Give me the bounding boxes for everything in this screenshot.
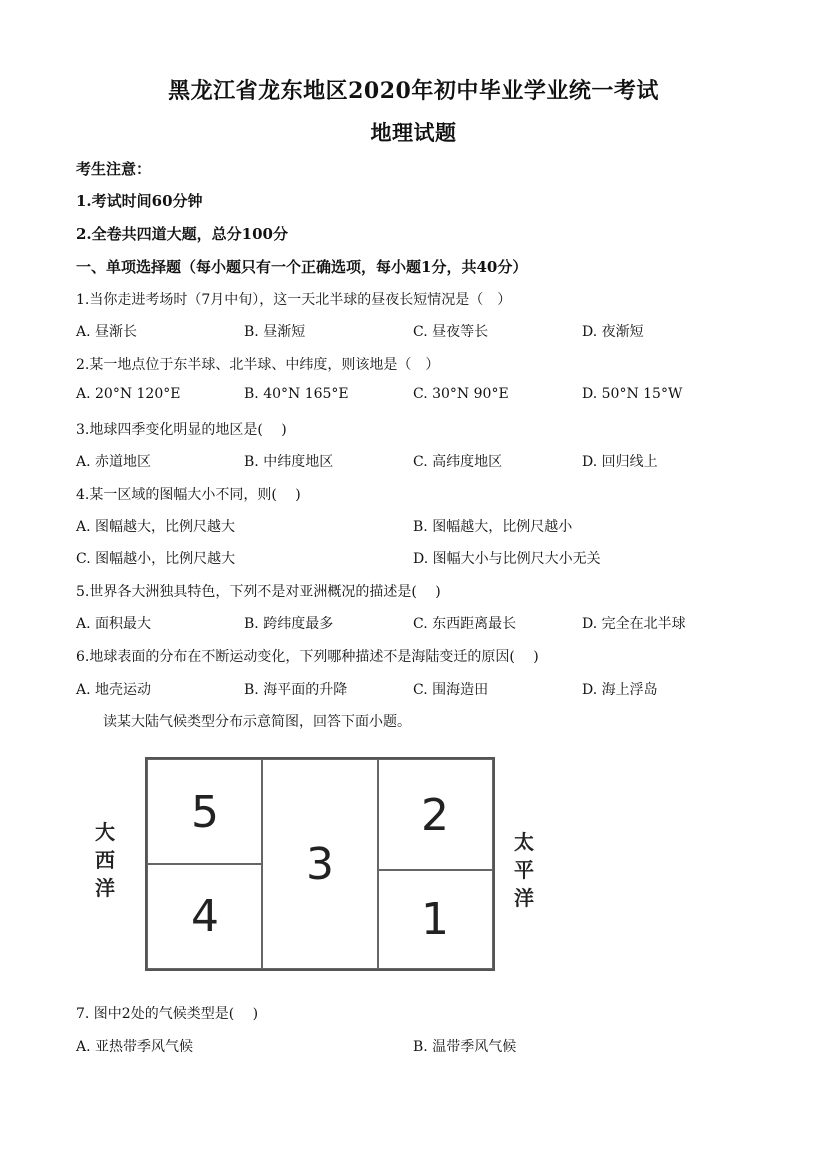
question-3-text: 3.地球四季变化明显的地区是( ) (76, 422, 287, 438)
q5-option-c: C. 东西距离最长 (413, 616, 517, 632)
q4-option-d: D. 图幅大小与比例尺大小无关 (413, 551, 601, 567)
region-2: 2 (377, 759, 493, 871)
region-5: 5 (147, 759, 263, 865)
left-ocean-char-3: 洋 (95, 876, 115, 900)
q1-option-b: B. 昼渐短 (244, 324, 306, 340)
q5-option-d: D. 完全在北半球 (582, 616, 686, 632)
q7-option-a: A. 亚热带季风气候 (76, 1039, 194, 1055)
question-7-text: 7. 图中2处的气候类型是( ) (76, 1006, 259, 1022)
region-1: 1 (377, 869, 493, 969)
right-ocean-label (511, 828, 537, 912)
right-ocean-char-3: 洋 (514, 886, 534, 910)
q2-option-c: C. 30°N 90°E (413, 386, 509, 402)
left-ocean-char-1: 大 (95, 820, 115, 844)
q1-option-d: D. 夜渐短 (582, 324, 644, 340)
left-ocean-char-2: 西 (95, 848, 115, 872)
q6-option-c: C. 围海造田 (413, 682, 489, 698)
q4-option-b: B. 图幅越大，比例尺越小 (413, 519, 573, 535)
question-5-text: 5.世界各大洲独具特色，下列不是对亚洲概况的描述是( ) (76, 584, 441, 600)
section-heading: 一、单项选择题（每小题只有一个正确选项，每小题1分，共40分） (76, 258, 528, 276)
right-ocean-char-1: 太 (514, 830, 534, 854)
q7-option-b: B. 温带季风气候 (413, 1039, 517, 1055)
question-2-text: 2.某一地点位于东半球、北半球、中纬度，则该地是（ ） (76, 357, 440, 373)
exam-subtitle: 地理试题 (370, 120, 457, 145)
q6-option-a: A. 地壳运动 (76, 682, 152, 698)
question-4-text: 4.某一区域的图幅大小不同，则( ) (76, 487, 301, 503)
q2-option-a: A. 20°N 120°E (76, 386, 181, 402)
notice-item-score: 2.全卷共四道大题，总分100分 (76, 225, 288, 243)
notice-heading: 考生注意： (76, 160, 152, 178)
q3-option-d: D. 回归线上 (582, 454, 658, 470)
question-6-text: 6.地球表面的分布在不断运动变化，下列哪种描述不是海陆变迁的原因( ) (76, 649, 539, 665)
question-1-text: 1.当你走进考场时（7月中旬），这一天北半球的昼夜长短情况是（ ） (76, 292, 512, 308)
continent-outline (145, 757, 495, 971)
q3-option-c: C. 高纬度地区 (413, 454, 503, 470)
q3-option-b: B. 中纬度地区 (244, 454, 334, 470)
notice-item-time: 1.考试时间60分钟 (76, 192, 203, 210)
q4-option-c: C. 图幅越小，比例尺越大 (76, 551, 236, 567)
q4-option-a: A. 图幅越大，比例尺越大 (76, 519, 236, 535)
q1-option-c: C. 昼夜等长 (413, 324, 489, 340)
q3-option-a: A. 赤道地区 (76, 454, 152, 470)
q2-option-d: D. 50°N 15°W (582, 386, 683, 402)
q5-option-a: A. 面积最大 (76, 616, 152, 632)
right-ocean-char-2: 平 (514, 858, 534, 882)
reading-prompt: 读某大陆气候类型分布示意简图，回答下面小题。 (103, 714, 411, 730)
exam-title: 黑龙江省龙东地区2020年初中毕业学业统一考试 (168, 78, 659, 104)
q5-option-b: B. 跨纬度最多 (244, 616, 334, 632)
region-3: 3 (261, 759, 379, 969)
left-ocean-label (92, 818, 118, 902)
q6-option-b: B. 海平面的升降 (244, 682, 348, 698)
region-4: 4 (147, 863, 263, 969)
q2-option-b: B. 40°N 165°E (244, 386, 349, 402)
q1-option-a: A. 昼渐长 (76, 324, 138, 340)
q6-option-d: D. 海上浮岛 (582, 682, 658, 698)
